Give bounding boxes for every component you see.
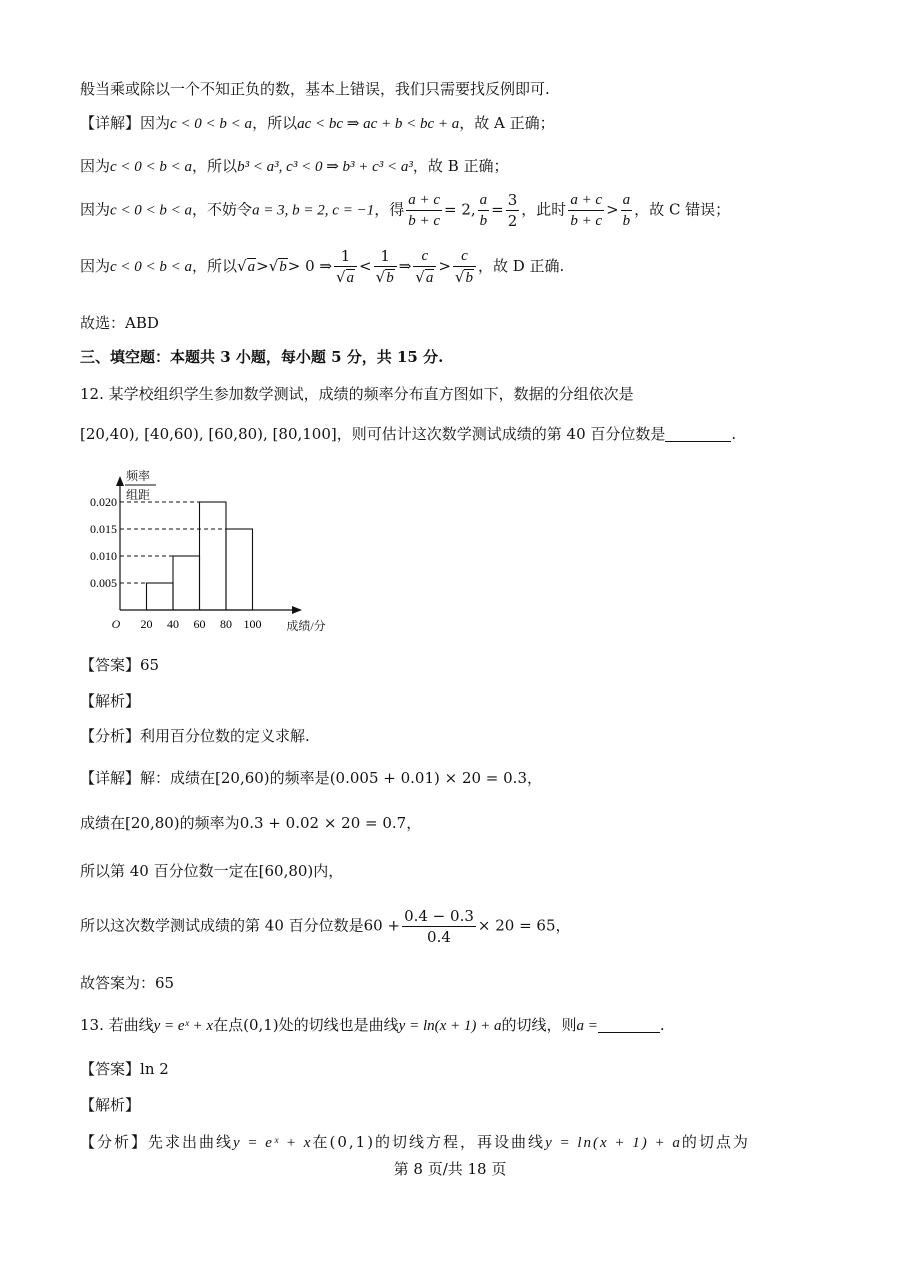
- text-line-1: 般当乘或除以一个不知正负的数，基本上错误，我们只需要找反例即可.: [80, 80, 550, 98]
- histogram-bar: [226, 529, 253, 610]
- frequency-histogram: [84, 466, 344, 638]
- y-tick-label: 0.015: [90, 522, 117, 536]
- detail-line-a: 【详解】因为c < 0 < b < a，所以ac < bc ⇒ ac + b < bc + a，故 A 正确；: [80, 114, 555, 132]
- x-tick-label: 20: [140, 617, 153, 631]
- y-label-bottom: 组距: [126, 488, 151, 502]
- choice-answer: 故选：ABD: [80, 314, 159, 332]
- question-12-line-2: [20,40), [40,60), [60,80), [80,100]，则可估计这次数学测试成绩的第 40 百分位数是 .: [80, 425, 737, 443]
- origin-label: O: [111, 617, 121, 631]
- detail-line-c: 因为c < 0 < b < a，不妨令a = 3, b = 2, c = −1，得 $\frac{a + c}{b + c}$ = 2, $\frac{a}{b}$ = $\frac{3}{2}$ ，此时 $\frac{a + c}{b + c}$ > $\frac{a}{b}$ ，故 C 错误；: [80, 191, 731, 230]
- detail-12-line-4: 所以这次数学测试成绩的第 40 百分位数是60 + $\frac{0.4 - 0.3}{0.4}$ × 20 = 65，: [80, 907, 571, 946]
- fraction: $\frac{1}{√a}$: [334, 246, 357, 288]
- analysis-13: 【分析】先求出曲线y = eˣ + x在(0,1)的切线方程，再设曲线y = ln(x + 1) + a的切点为: [80, 1133, 750, 1151]
- detail-12-line-1: 【详解】解：成绩在[20,60)的频率是(0.005 + 0.01) × 20 = 0.3，: [80, 769, 543, 787]
- fraction: $\frac{c}{√a}$: [413, 246, 436, 288]
- x-tick-label: 80: [220, 617, 232, 631]
- x-tick-label: 100: [243, 617, 262, 631]
- section-heading: 三、填空题：本题共 3 小题，每小题 5 分，共 15 分.: [80, 348, 444, 366]
- question-13: 13. 若曲线y = eˣ + x在点(0,1)处的切线也是曲线y = ln(x + 1) + a的切线，则a = .: [80, 1016, 665, 1034]
- fraction: $\frac{a + c}{b + c}$: [408, 192, 441, 229]
- histogram-bar: [173, 556, 200, 610]
- histogram-bar: [147, 583, 174, 610]
- analysis-12: 【分析】利用百分位数的定义求解.: [80, 727, 310, 745]
- detail-12-line-2: 成绩在[20,80)的频率为0.3 + 0.02 × 20 = 0.7，: [80, 814, 422, 832]
- fraction: $\frac{3}{2}$: [507, 191, 518, 230]
- fraction: $\frac{a}{b}$: [622, 192, 631, 229]
- page-footer: 第 8 页/共 18 页: [393, 1160, 507, 1178]
- answer-12: 【答案】65: [80, 656, 160, 674]
- answer-blank: [665, 425, 731, 442]
- analysis-13-heading: 【解析】: [80, 1096, 141, 1114]
- fraction: $\frac{a}{b}$: [479, 192, 488, 229]
- answer-blank: [598, 1016, 660, 1033]
- detail-12-line-3: 所以第 40 百分位数一定在[60,80)内，: [80, 862, 344, 880]
- fraction: $\frac{1}{√b}$: [374, 246, 397, 288]
- analysis-12-heading: 【解析】: [80, 692, 141, 710]
- x-tick-label: 60: [193, 617, 206, 631]
- fraction: $\frac{a + c}{b + c}$: [570, 192, 603, 229]
- x-label: 成绩/分: [286, 619, 326, 633]
- y-label-top: 频率: [126, 469, 151, 483]
- final-answer-12: 故答案为：65: [80, 974, 175, 992]
- y-axis-arrow: [116, 476, 124, 486]
- x-tick-label: 40: [167, 617, 179, 631]
- y-tick-label: 0.020: [90, 495, 117, 509]
- fraction: $\frac{c}{√b}$: [453, 246, 476, 288]
- histogram-bar: [200, 502, 227, 610]
- y-tick-label: 0.005: [90, 576, 117, 590]
- detail-line-b: 因为c < 0 < b < a，所以b³ < a³, c³ < 0 ⇒ b³ + c³ < a³，故 B 正确；: [80, 157, 509, 175]
- detail-line-d: 因为c < 0 < b < a，所以√a>√b> 0 ⇒ $\frac{1}{√a}$ < $\frac{1}{√b}$ ⇒ $\frac{c}{√a}$ > $\frac{c}{√b}$ ，故 D 正确.: [80, 247, 565, 286]
- fraction: $\frac{0.4 - 0.3}{0.4}$: [404, 907, 474, 946]
- y-tick-label: 0.010: [90, 549, 117, 563]
- question-12-line-1: 12. 某学校组织学生参加数学测试，成绩的频率分布直方图如下，数据的分组依次是: [80, 385, 634, 403]
- x-axis-arrow: [292, 606, 302, 614]
- answer-13: 【答案】ln 2: [80, 1060, 169, 1078]
